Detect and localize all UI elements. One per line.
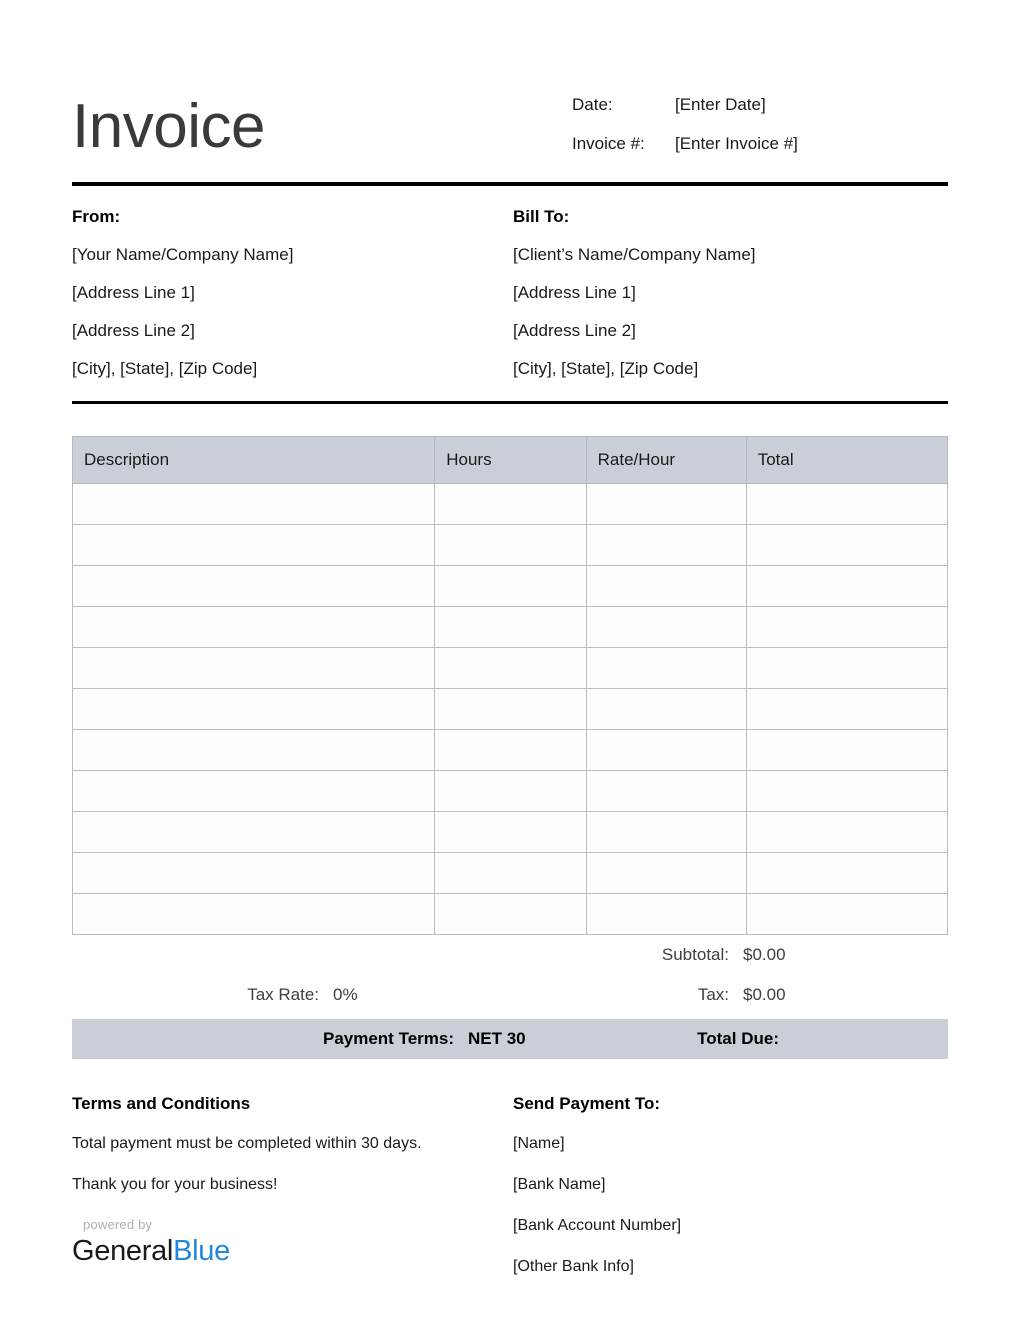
invoice-footer — [72, 1059, 948, 1300]
cell-hours[interactable] — [435, 648, 586, 689]
send-payment-line-bank-name[interactable]: [Bank Name] — [513, 1176, 606, 1193]
bill-to-line-company[interactable]: [Client’s Name/Company Name] — [513, 245, 756, 264]
invoice-number-value[interactable]: [Enter Invoice #] — [675, 134, 798, 153]
terms-and-conditions-block — [72, 1095, 510, 1300]
bill-to-heading: Bill To: — [513, 207, 570, 226]
cell-total[interactable] — [746, 607, 947, 648]
meta-row-date — [572, 96, 948, 113]
cell-hours[interactable] — [435, 853, 586, 894]
terms-line-thank-you: Thank you for your business! — [72, 1176, 278, 1193]
cell-rate-hour[interactable] — [586, 853, 746, 894]
brand-wordmark-blue: Blue — [173, 1235, 230, 1267]
table-header-row — [73, 437, 948, 484]
cell-hours[interactable] — [435, 689, 586, 730]
cell-rate-hour[interactable] — [586, 730, 746, 771]
from-line-address-1[interactable]: [Address Line 1] — [72, 283, 195, 302]
from-line-city-state-zip[interactable]: [City], [State], [Zip Code] — [72, 359, 258, 378]
from-line-company[interactable]: [Your Name/Company Name] — [72, 245, 294, 264]
cell-total[interactable] — [746, 894, 947, 935]
cell-description[interactable] — [73, 566, 435, 607]
column-header-hours: Hours — [435, 437, 586, 484]
general-blue-logo — [72, 1218, 510, 1266]
subtotal-label: Subtotal: — [661, 945, 729, 964]
payment-terms-band — [72, 1019, 948, 1059]
from-heading: From: — [72, 207, 121, 226]
tax-rate-group — [72, 985, 623, 1005]
brand-wordmark-general: General — [72, 1235, 174, 1267]
cell-total[interactable] — [746, 484, 947, 525]
brand-wordmark — [72, 1237, 510, 1266]
cell-description[interactable] — [73, 853, 435, 894]
bill-to-block — [510, 208, 948, 377]
date-value[interactable]: [Enter Date] — [675, 95, 766, 114]
cell-description[interactable] — [73, 812, 435, 853]
send-payment-line-name[interactable]: [Name] — [513, 1135, 565, 1152]
table-row — [73, 566, 948, 607]
cell-rate-hour[interactable] — [586, 771, 746, 812]
subtotal-value: $0.00 — [743, 945, 786, 964]
cell-hours[interactable] — [435, 771, 586, 812]
table-row — [73, 730, 948, 771]
terms-heading: Terms and Conditions — [72, 1094, 251, 1113]
subtotal-row — [72, 935, 948, 975]
payment-terms-value[interactable]: NET 30 — [468, 1029, 526, 1048]
cell-description[interactable] — [73, 894, 435, 935]
page-title: Invoice — [72, 92, 265, 161]
cell-hours[interactable] — [435, 894, 586, 935]
cell-description[interactable] — [73, 648, 435, 689]
table-row — [73, 894, 948, 935]
tax-row — [72, 975, 948, 1015]
cell-description[interactable] — [73, 525, 435, 566]
cell-total[interactable] — [746, 525, 947, 566]
cell-description[interactable] — [73, 607, 435, 648]
cell-description[interactable] — [73, 771, 435, 812]
cell-hours[interactable] — [435, 525, 586, 566]
cell-rate-hour[interactable] — [586, 607, 746, 648]
tax-value: $0.00 — [743, 985, 786, 1004]
cell-rate-hour[interactable] — [586, 812, 746, 853]
cell-description[interactable] — [73, 689, 435, 730]
totals-section — [72, 935, 948, 1015]
tax-rate-value[interactable]: 0% — [333, 985, 358, 1004]
cell-description[interactable] — [73, 484, 435, 525]
column-header-description: Description — [73, 437, 435, 484]
cell-total[interactable] — [746, 771, 947, 812]
terms-line-payment-window: Total payment must be completed within 30 days. — [72, 1135, 422, 1152]
bill-to-line-city-state-zip[interactable]: [City], [State], [Zip Code] — [513, 359, 699, 378]
from-line-address-2[interactable]: [Address Line 2] — [72, 321, 195, 340]
table-row — [73, 607, 948, 648]
cell-rate-hour[interactable] — [586, 689, 746, 730]
powered-by-label: powered by — [83, 1217, 153, 1232]
line-items-table — [72, 436, 948, 935]
cell-total[interactable] — [746, 689, 947, 730]
table-row — [73, 484, 948, 525]
cell-hours[interactable] — [435, 730, 586, 771]
date-label: Date: — [572, 95, 613, 114]
cell-total[interactable] — [746, 730, 947, 771]
bill-to-line-address-2[interactable]: [Address Line 2] — [513, 321, 636, 340]
cell-rate-hour[interactable] — [586, 566, 746, 607]
cell-hours[interactable] — [435, 812, 586, 853]
from-block — [72, 208, 510, 377]
tax-label: Tax: — [697, 985, 729, 1004]
line-items-body — [73, 484, 948, 935]
tax-rate-label: Tax Rate: — [247, 985, 319, 1004]
address-divider — [72, 401, 948, 404]
send-payment-line-account-number[interactable]: [Bank Account Number] — [513, 1217, 682, 1234]
cell-hours[interactable] — [435, 484, 586, 525]
cell-rate-hour[interactable] — [586, 894, 746, 935]
line-items-table-wrapper — [72, 436, 948, 935]
cell-rate-hour[interactable] — [586, 648, 746, 689]
table-row — [73, 771, 948, 812]
table-row — [73, 812, 948, 853]
invoice-header — [72, 0, 948, 174]
total-due-label: Total Due: — [697, 1029, 779, 1048]
cell-total[interactable] — [746, 812, 947, 853]
cell-total[interactable] — [746, 853, 947, 894]
column-header-total: Total — [746, 437, 947, 484]
bill-to-line-address-1[interactable]: [Address Line 1] — [513, 283, 636, 302]
invoice-meta — [572, 84, 948, 174]
cell-rate-hour[interactable] — [586, 525, 746, 566]
table-row — [73, 689, 948, 730]
cell-total[interactable] — [746, 648, 947, 689]
table-row — [73, 648, 948, 689]
cell-rate-hour[interactable] — [586, 484, 746, 525]
invoice-sheet — [72, 0, 948, 1300]
send-payment-heading: Send Payment To: — [513, 1094, 661, 1113]
column-header-rate-hour: Rate/Hour — [586, 437, 746, 484]
address-section — [72, 186, 948, 401]
cell-hours[interactable] — [435, 566, 586, 607]
invoice-number-label: Invoice #: — [572, 134, 645, 153]
table-row — [73, 853, 948, 894]
payment-terms-label: Payment Terms: — [322, 1029, 454, 1048]
cell-description[interactable] — [73, 730, 435, 771]
meta-row-invoice-number — [572, 135, 948, 152]
send-payment-block — [510, 1095, 948, 1300]
cell-hours[interactable] — [435, 607, 586, 648]
table-row — [73, 525, 948, 566]
cell-total[interactable] — [746, 566, 947, 607]
send-payment-line-other-info[interactable]: [Other Bank Info] — [513, 1258, 634, 1275]
